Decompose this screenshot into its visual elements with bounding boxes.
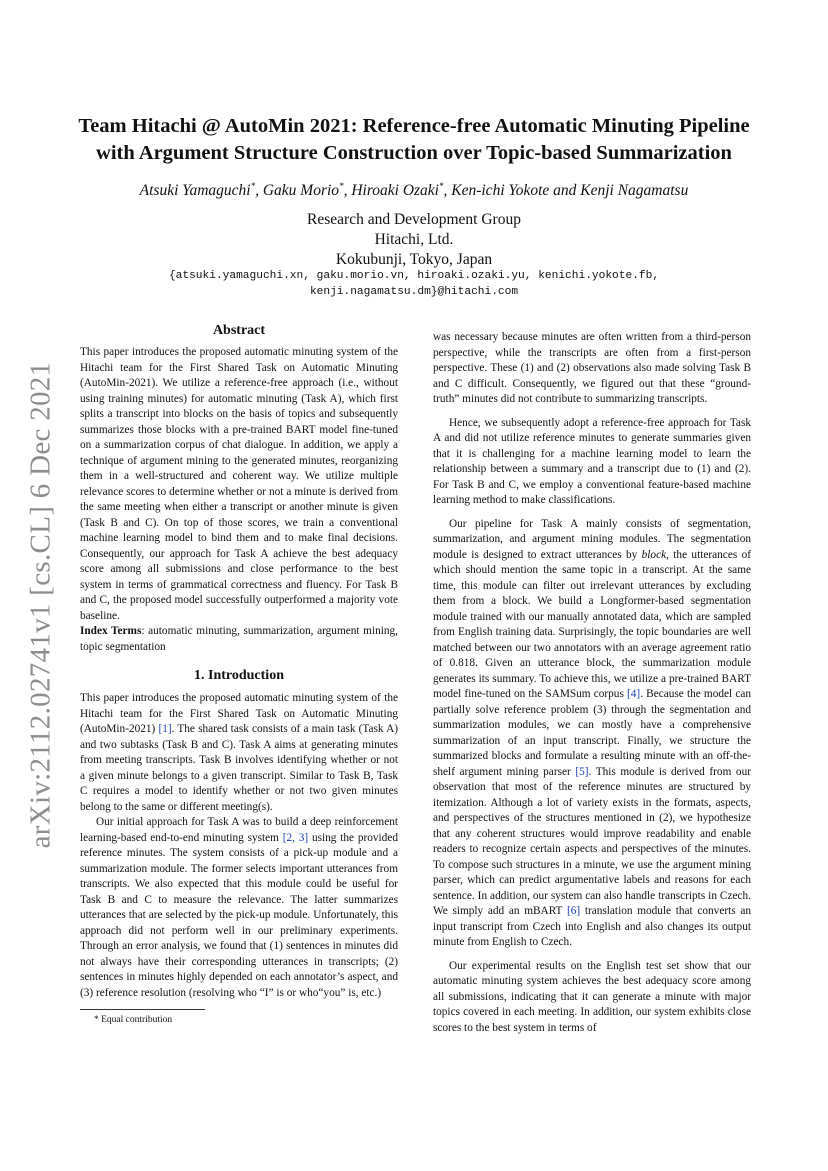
- affiliation-group: Research and Development Group: [307, 211, 521, 228]
- author-list: [60, 176, 768, 201]
- author-separator: ,: [255, 182, 263, 200]
- intro-paragraph-1: [80, 691, 398, 815]
- citation-link[interactable]: [1]: [158, 723, 172, 735]
- equal-contribution-mark: *: [439, 181, 444, 191]
- author-name: Ken-ichi Yokote and Kenji Nagamatsu: [451, 182, 689, 200]
- paragraph-text: . This module is derived from our observation that most of the reference minutes are structured by itemization. Although a lot of variety exists in the formats, aspects, and perspectives of the structures mentioned in (2), we hypothesize that any coherent structures would improve readability and enable readers to recognize certain aspects and perspectives of the minutes. To compose such structures in a minute, we use the argument mining parser, which can predict argumentative labels and reasons for each sentence. In addition, our system can also handle transcripts in Czech. We simply add an mBART: [433, 765, 751, 917]
- paragraph-text: Our initial approach for Task A was to build a deep reinforcement learning-based end-to-end minuting system: [80, 816, 398, 844]
- paragraph-text: , the utterances of which should mention the same topic in a transcript. At the same time, this module can filter out irrelevant utterances by excluding them from a block. We build a Longformer-based segmentation module trained with our manually annotated data, which are sampled from English training data. Surprisingly, the topic boundaries are well matched between our two annotators with an average agreement ratio of 0.818. Given an utterance block, the summarization module generates its summary. To achieve this, we utilize a pre-trained BART model fine-tuned on the SAMSum corpus: [433, 548, 751, 700]
- right-paragraph-4: Our experimental results on the English test set show that our automatic minuting system achieves the best adequacy score among all submissions, indicating that it can generate a minute with major topics covered in each meeting. In addition, our system exhibits close scores to the best system in terms of: [433, 959, 751, 1034]
- affiliation-company: Hitachi, Ltd.: [374, 231, 454, 248]
- author-separator: ,: [443, 182, 452, 200]
- footnote-rule: [80, 1009, 205, 1010]
- citation-link[interactable]: [4]: [627, 688, 641, 700]
- author-separator: ,: [343, 182, 352, 200]
- paragraph-text: using the provided reference minutes. The system consists of a pick-up module and a summarization module. The former selects important utterances from transcripts. We also expected that this module could be useful for Task B and C to measure the relevance. The latter summarizes utterances that are selected by the pick-up module. Unfortunately, this approach did not perform well in our preliminary experiments. Through an error analysis, we found that (1) sentences in minutes did not always have their corresponding utterances in transcripts; (2) sentences in minutes highly depended on each annotator’s aspect, and (3) reference resolution (resolving who “I” is or who“you” is, etc.): [80, 831, 398, 999]
- left-column: [80, 322, 398, 1001]
- paragraph-text: Our pipeline for Task A mainly consists of segmentation, summarization, and argument mining modules. The segmentation module is designed to extract utterances by: [433, 517, 751, 561]
- footnote: [80, 1009, 398, 1027]
- citation-link[interactable]: [5]: [575, 765, 589, 778]
- author-name: Gaku Morio: [262, 182, 340, 200]
- equal-contribution-mark: *: [339, 181, 344, 191]
- citation-link[interactable]: [2, 3]: [282, 831, 309, 844]
- author-name: Atsuki Yamaguchi: [139, 182, 251, 200]
- footnote-text: * Equal contribution: [94, 1015, 173, 1025]
- right-paragraph-3: [433, 517, 751, 951]
- affiliation-location: Kokubunji, Tokyo, Japan: [335, 251, 493, 268]
- equal-contribution-mark: *: [250, 181, 256, 191]
- index-terms: [80, 624, 398, 655]
- section-heading-introduction: 1. Introduction: [194, 668, 284, 683]
- right-column: [433, 330, 751, 1036]
- paragraph-text: . The shared task consists of a main task (Task A) and two subtasks (Task B and C). Task A aims at generating minutes from meeting transcripts. Task B involves identifying whether or not a given minute belongs to a given transcript. Similar to Task B, Task C requires a model to identify whether or not two given minutes belong to the same or different meeting(s).: [80, 723, 398, 813]
- right-paragraph-1: was necessary because minutes are often written from a third-person perspective, while the transcripts are often from a first-person perspective. These (1) and (2) observations also made solving Task B and C difficult. Consequently, we figured out that these “ground-truth” minutes did not contribute to summarizing transcripts.: [433, 331, 751, 405]
- paper-title: [60, 113, 768, 167]
- email-line-1: {atsuki.yamaguchi.xn, gaku.morio.vn, hiroaki.ozaki.yu, kenichi.yokote.fb,: [168, 270, 660, 282]
- citation-link[interactable]: [6]: [566, 905, 581, 917]
- right-paragraph-2: Hence, we subsequently adopt a reference-free approach for Task A and did not utilize reference minutes to generate summaries given that it is challenging for a machine learning model to learn the relationship between a summary and a transcript due to (1) and (2). For Task B and C, we employ a conventional feature-based machine learning method to make classifications.: [433, 416, 751, 506]
- intro-paragraph-2: [80, 815, 398, 1001]
- index-terms-text: : automatic minuting, summarization, argument mining, topic segmentation: [80, 625, 398, 653]
- email-line-2: kenji.nagamatsu.dm}@hitachi.com: [309, 286, 519, 298]
- paragraph-text: This paper introduces the proposed automatic minuting system of the Hitachi team for the First Shared Task on Automatic Minuting (AutoMin-2021): [80, 692, 398, 735]
- paragraph-text: translation module that converts an input transcript from Czech into English and also changes its output minute from English to Czech.: [433, 905, 751, 948]
- title-line-2: with Argument Structure Construction over Topic-based Summarization: [96, 142, 732, 164]
- author-name: Hiroaki Ozaki: [351, 182, 439, 200]
- title-line-1: Team Hitachi @ AutoMin 2021: Reference-free Automatic Minuting Pipeline: [78, 115, 750, 137]
- arxiv-id: arXiv:2112.02741v1 [cs.CL] 6 Dec 2021: [24, 361, 57, 849]
- author-emails: [60, 268, 768, 300]
- index-terms-label: Index Terms: [80, 625, 142, 637]
- affiliation: [60, 210, 768, 270]
- abstract-heading: Abstract: [212, 323, 266, 338]
- emphasis-text: block: [641, 548, 667, 561]
- paragraph-text: . Because the model can partially solve reference problem (3) through the segmentation and summarization modules, we can mostly have a comprehensive summarization of an input transcript. Finally, we structure the summarized blocks and formulate a resulting minute with an off-the-shelf argument mining parser: [433, 688, 751, 778]
- abstract-text: This paper introduces the proposed automatic minuting system of the Hitachi team for the First Shared Task on Automatic Minuting (AutoMin-2021). We utilize a reference-free approach (i.e., without using training minutes) for automatic minuting (Task A), which first splits a transcript into blocks on the basis of topics and subsequently summarizes those blocks with a pre-trained BART model fine-tuned on a summarization corpus of chat dialogue. In addition, we apply a technique of argument mining to the generated minutes, reorganizing them in a well-structured and coherent way. We utilize multiple relevance scores to determine whether or not a minute is derived from the same meeting when either a transcript or another minute is given (Task B and C). On top of those scores, we train a conventional machine learning model to bind them and to make final decisions. Consequently, our approach for Task A achieve the best adequacy score among all submissions and close performance to the best system in terms of grammatical correctness and fluency. For Task B and C, the proposed model successfully outperformed a majority vote baseline.: [80, 346, 398, 622]
- arxiv-side-stamp: [12, 361, 70, 849]
